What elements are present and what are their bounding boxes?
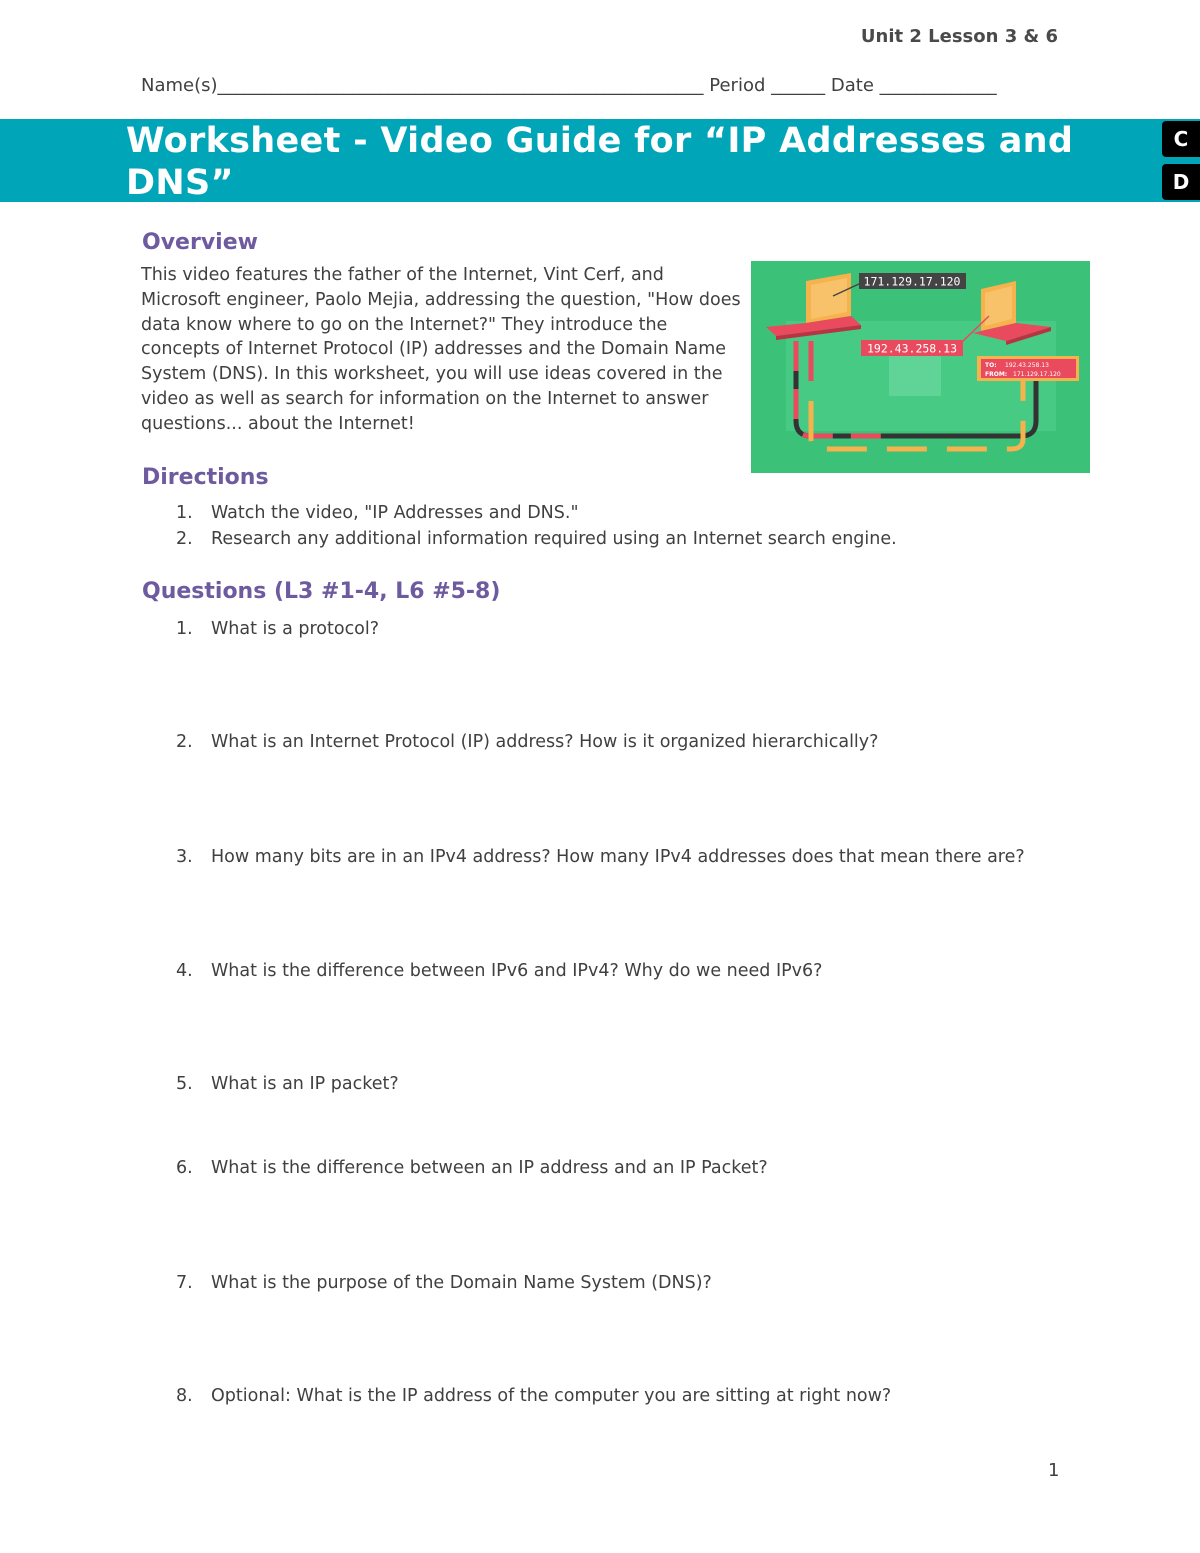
overview-heading: Overview — [142, 230, 258, 255]
packet-from-label: FROM: — [985, 371, 1008, 378]
packet-to-value: 192.43.258.13 — [1005, 362, 1049, 369]
page-number: 1 — [1048, 1460, 1060, 1481]
page-title: Worksheet - Video Guide for “IP Addresses and DNS” — [126, 121, 1074, 203]
question-item-2: 2. What is an Internet Protocol (IP) address? How is it organized hierarchically? — [176, 732, 879, 752]
questions-heading: Questions (L3 #1-4, L6 #5-8) — [142, 579, 501, 604]
list-item: 1. Watch the video, "IP Addresses and DNS." — [176, 503, 579, 523]
date-field[interactable]: _____________ — [879, 75, 997, 96]
question-item-6: 6. What is the difference between an IP address and an IP Packet? — [176, 1158, 768, 1178]
ip-top-label: 171.129.17.120 — [863, 274, 961, 289]
period-label: Period — [709, 75, 766, 96]
unit-lesson-label: Unit 2 Lesson 3 & 6 — [860, 26, 1058, 47]
packet-to-label: TO: — [985, 362, 997, 369]
question-item-4: 4. What is the difference between IPv6 and IPv4? Why do we need IPv6? — [176, 961, 823, 981]
video-thumbnail-image — [751, 261, 1090, 473]
ip-middle-label: 192.43.258.13 — [866, 341, 958, 356]
question-item-7: 7. What is the purpose of the Domain Name System (DNS)? — [176, 1273, 712, 1293]
name-label: Name(s) — [141, 75, 218, 96]
question-item-1: 1. What is a protocol? — [176, 619, 380, 639]
question-item-3: 3. How many bits are in an IPv4 address? How many IPv4 addresses does that mean there are? — [176, 847, 1025, 867]
name-field[interactable]: ______________________________________________________ — [217, 75, 704, 96]
date-label: Date — [830, 75, 874, 96]
question-item-8: 8. Optional: What is the IP address of the computer you are sitting at right now? — [176, 1386, 892, 1406]
packet-from-value: 171.129.17.120 — [1013, 371, 1061, 378]
list-item: 2. Research any additional information required using an Internet search engine. — [176, 529, 897, 549]
side-tab-d: D — [1162, 164, 1200, 200]
directions-heading: Directions — [142, 465, 269, 490]
name-period-date-line — [141, 75, 1061, 96]
side-tab-c: C — [1162, 121, 1200, 157]
question-item-5: 5. What is an IP packet? — [176, 1074, 399, 1094]
overview-paragraph: This video features the father of the Internet, Vint Cerf, and Microsoft engineer, Paolo Mejia, addressing the question, "How does data know where to go on the Internet?" They introduce the concepts of Internet Protocol (IP) addresses and the Domain Name System (DNS). In this worksheet, you will use ideas covered in the video as well as search for information on the Internet to answer questions... about the Internet! — [141, 265, 741, 434]
period-field[interactable]: ______ — [771, 75, 826, 96]
